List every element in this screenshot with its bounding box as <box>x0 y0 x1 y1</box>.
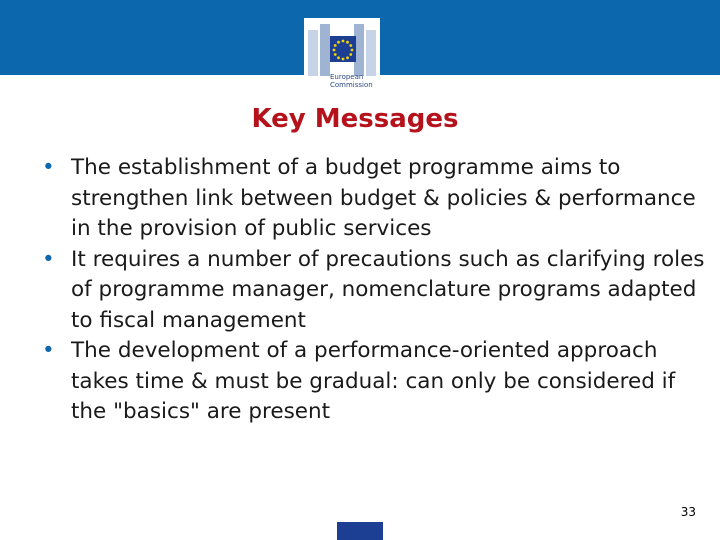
list-item <box>42 245 712 337</box>
bullet-text: The development of a performance-oriented approach takes time & must be gradual: can only be considered if the "basics" are present <box>71 338 676 424</box>
bullet-dot-icon: • <box>42 155 55 180</box>
bullet-text: The establishment of a budget programme aims to strengthen link between budget & policies & performance in the provision of public services <box>71 155 696 241</box>
list-item <box>42 336 712 428</box>
eu-flag-icon <box>337 522 383 540</box>
logo-caption-line-2: Commission <box>330 81 373 89</box>
bullet-text: It requires a number of precautions such as clarifying roles of programme manager, nomenclature programs adapted to fiscal management <box>71 246 705 333</box>
bullet-dot-icon: • <box>42 246 55 272</box>
logo-caption <box>330 73 373 89</box>
page-number: 33 <box>680 505 696 519</box>
list-item <box>42 153 712 245</box>
logo-caption-line-1: European <box>330 73 364 81</box>
bullet-list <box>42 153 712 428</box>
bullet-dot-icon: • <box>42 338 55 363</box>
slide-title: Key Messages <box>251 104 459 134</box>
